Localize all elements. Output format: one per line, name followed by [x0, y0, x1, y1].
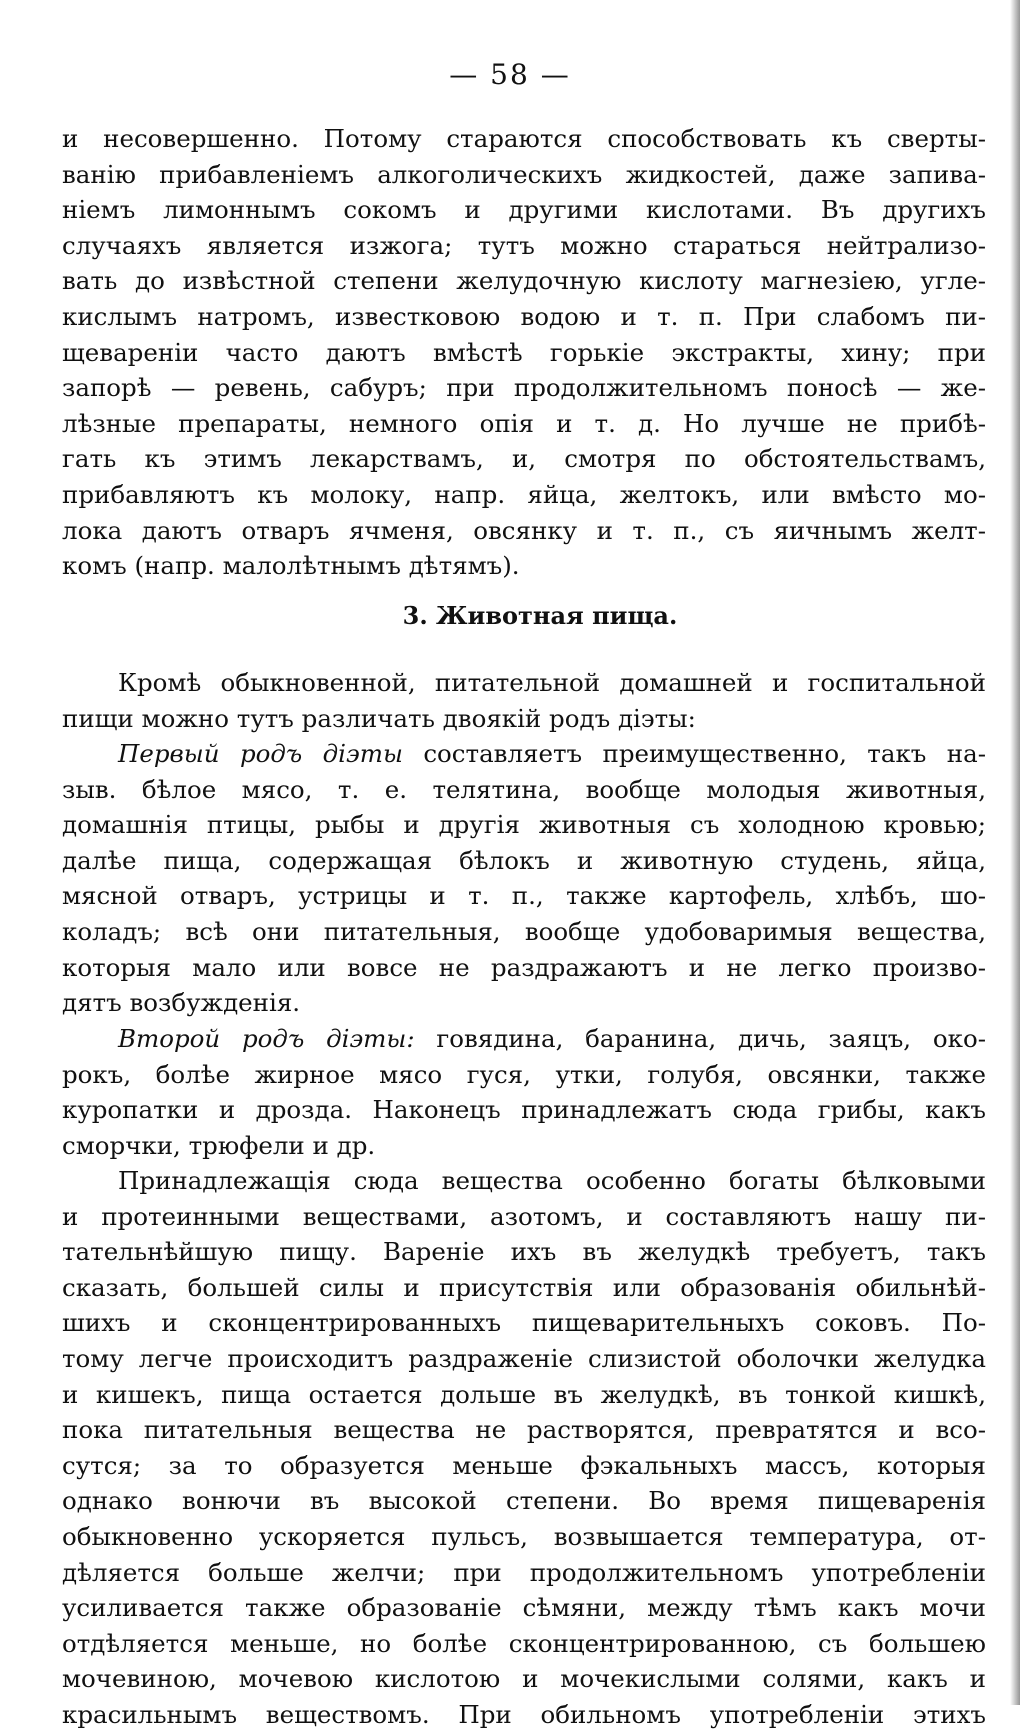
text-line: и кишекъ, пища остается дольше въ желудкѣ, въ тонкой кишкѣ,: [62, 1379, 986, 1409]
text-line: которыя мало или вовсе не раздражаютъ и не легко произво-: [62, 952, 986, 982]
text-line: щевареніи часто даютъ вмѣстѣ горькіе экстракты, хину; при: [62, 337, 986, 367]
paragraph-4: [62, 1021, 986, 1163]
text-line: зыв. бѣлое мясо, т. е. телятина, вообще молодыя животныя,: [62, 774, 986, 804]
text-line: лока даютъ отваръ ячменя, овсянку и т. п., съ яичнымъ желт-: [62, 515, 986, 545]
page-edge-shadow: [1010, 0, 1020, 1705]
text-line: сутся; за то образуется меньше фэкальныхъ массъ, которыя: [62, 1450, 986, 1480]
text-line: дятъ возбужденія.: [62, 988, 301, 1018]
text-line: ванію прибавленіемъ алкоголическихъ жидкостей, даже запива-: [62, 159, 986, 189]
text-line: куропатки и дрозда. Наконецъ принадлежатъ сюда грибы, какъ: [62, 1095, 986, 1125]
text-line: кислымъ натромъ, известковою водою и т. п. При слабомъ пи-: [62, 301, 986, 331]
text-line: домашнія птицы, рыбы и другія животныя съ холодною кровью;: [62, 810, 986, 840]
page-number: — 58 —: [449, 58, 571, 91]
text-run: составляетъ преимущественно, такъ на-: [423, 739, 986, 768]
text-line: красильнымъ веществомъ. При обильномъ употребленіи этихъ: [62, 1699, 986, 1729]
text-line: тательнѣйшую пищу. Вареніе ихъ въ желудкѣ требуетъ, такъ: [62, 1237, 986, 1267]
text-line: [62, 1021, 986, 1057]
text-line: Кромѣ обыкновенной, питательной домашней и госпитальной: [118, 668, 986, 697]
italic-term: Первый родъ діэты: [118, 739, 403, 768]
text-line: лѣзные препараты, немного опія и т. д. Но лучше не прибѣ-: [62, 408, 986, 438]
text-line: ніемъ лимоннымъ сокомъ и другими кислотами. Въ другихъ: [62, 195, 986, 225]
text-line: комъ (напр. малолѣтнымъ дѣтямъ).: [62, 551, 520, 581]
text-line: пищи можно тутъ различать двоякій родъ діэты:: [62, 703, 696, 733]
italic-term: Второй родъ діэты:: [118, 1024, 415, 1053]
section-heading: 3. Животная пища.: [402, 601, 678, 630]
paragraph-3: [62, 736, 986, 1021]
text-line: усиливается также образованіе сѣмяни, между тѣмъ какъ мочи: [62, 1593, 986, 1623]
text-line: прибавляютъ къ молоку, напр. яйца, желтокъ, или вмѣсто мо-: [62, 479, 986, 509]
text-line: мясной отваръ, устрицы и т. п., также картофель, хлѣбъ, шо-: [62, 881, 986, 911]
text-line: и несовершенно. Потому стараются способствовать къ сверты-: [62, 124, 986, 153]
text-line: далѣе пища, содержащая бѣлокъ и животную студень, яйца,: [62, 845, 986, 875]
paragraph-1: [62, 121, 986, 584]
text-line: рокъ, болѣе жирное мясо гуся, утки, голубя, овсянки, также: [62, 1059, 986, 1089]
text-line: пока питательныя вещества не растворятся, превратятся и вcо-: [62, 1415, 986, 1445]
text-line: однако вонючи въ высокой степени. Во время пищеваренія: [62, 1486, 986, 1516]
text-line: сморчки, трюфели и др.: [62, 1130, 376, 1160]
text-line: тому легче происходитъ раздраженіе слизистой оболочки желудка: [62, 1343, 986, 1373]
text-line: вать до извѣстной степени желудочную кислоту магнезіею, угле-: [62, 266, 986, 296]
text-line: запорѣ — ревень, сабуръ; при продолжительномъ поносѣ — же-: [62, 373, 986, 403]
text-line: сказать, большей силы и присутствія или образованія обильнѣй-: [62, 1272, 986, 1302]
paragraph-5: [62, 1163, 986, 1733]
text-line: шихъ и сконцентрированныхъ пищеварительныхъ соковъ. По-: [62, 1308, 986, 1338]
text-line: Принадлежащія сюда вещества особенно богаты бѣлковыми: [118, 1166, 986, 1195]
paragraph-2: [62, 665, 986, 736]
text-line: [62, 736, 986, 772]
text-line: дѣляется больше желчи; при продолжительномъ употребленіи: [62, 1557, 986, 1587]
text-line: обыкновенно ускоряется пульсъ, возвышается температура, от-: [62, 1521, 986, 1551]
text-line: и протеинными веществами, азотомъ, и составляютъ нашу пи-: [62, 1201, 986, 1231]
text-line: случаяхъ является изжога; тутъ можно стараться нейтрализо-: [62, 230, 986, 260]
text-line: гать къ этимъ лекарствамъ, и, смотря по обстоятельствамъ,: [62, 444, 986, 474]
text-line: мочевиною, мочевою кислотою и мочекислыми солями, какъ и: [62, 1664, 986, 1694]
text-line: коладъ; всѣ они питательныя, вообще удобоваримыя вещества,: [62, 916, 986, 946]
text-run: говядина, баранина, дичь, заяцъ, око-: [436, 1024, 986, 1053]
text-line: отдѣляется меньше, но болѣе сконцентрированною, съ большею: [62, 1628, 986, 1658]
